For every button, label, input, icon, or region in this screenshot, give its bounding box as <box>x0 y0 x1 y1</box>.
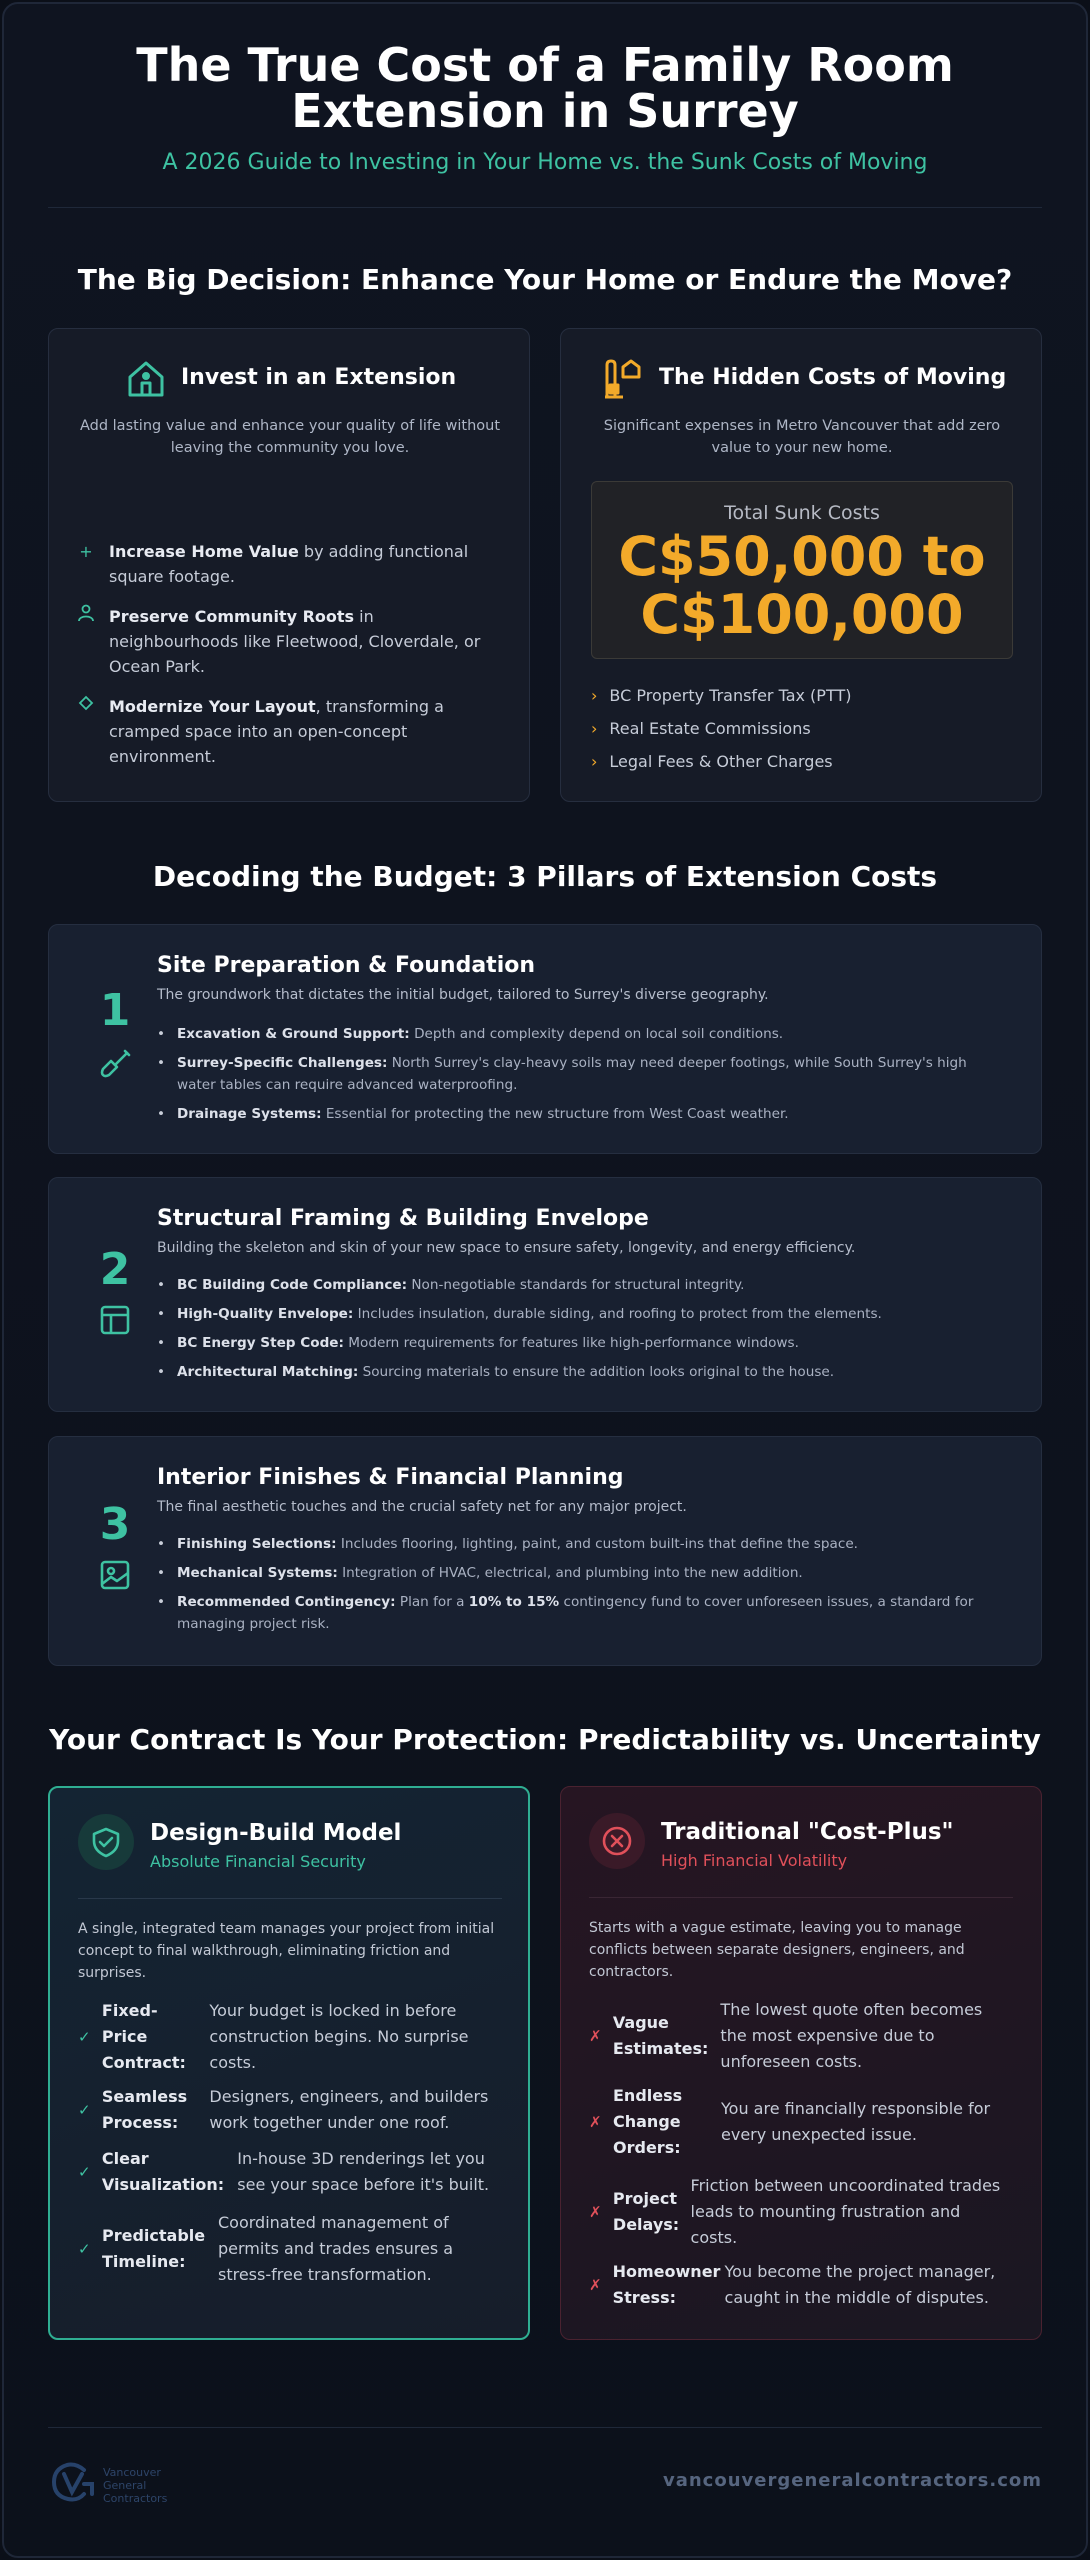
list-item: • BC Building Code Compliance: Non-negotiable standards for structural integrity. <box>157 1274 1005 1296</box>
feature-item: Preserve Community Roots in neighbourhoods like Fleetwood, Cloverdale, or Ocean Park. <box>77 604 507 679</box>
decision-heading: The Big Decision: Enhance Your Home or Endure the Move? <box>77 263 1013 296</box>
check-icon: ✓ <box>78 2028 91 2046</box>
benefit-label: Predictable Timeline: <box>102 2226 206 2271</box>
benefit-row <box>78 2210 498 2288</box>
contract-heading: Your Contract Is Your Protection: Predictability vs. Uncertainty <box>49 1723 1041 1756</box>
moving-cost-list <box>591 679 1013 778</box>
risk-label: Endless Change Orders: <box>613 2086 683 2157</box>
x-circle-icon <box>589 1813 645 1869</box>
cost-plus-description: Starts with a vague estimate, leaving you to manage conflicts between separate designers, engineers, and contractors. <box>589 1920 965 1980</box>
chevron-right-icon: › <box>591 686 598 705</box>
risk-row <box>589 2083 1009 2161</box>
cross-icon: ✗ <box>589 2113 602 2131</box>
shield-check-icon <box>78 1814 134 1870</box>
design-build-description: A single, integrated team manages your project from initial concept to final walkthrough, eliminating friction and surprises. <box>78 1921 495 1981</box>
benefit-text: Coordinated management of permits and trades ensures a stress-free transformation. <box>218 2213 454 2284</box>
risk-label: Vague Estimates: <box>612 2013 709 2058</box>
risk-text: You are financially responsible for every unexpected issue. <box>721 2099 991 2144</box>
pillar-number: 2 <box>99 1244 131 1295</box>
pillar-number: 1 <box>99 985 131 1036</box>
house-icon <box>126 359 166 399</box>
page-subtitle: A 2026 Guide to Investing in Your Home vs. the Sunk Costs of Moving <box>162 150 928 175</box>
cost-plus-title: Traditional "Cost-Plus" <box>661 1819 954 1845</box>
benefit-label: Clear Visualization: <box>101 2149 225 2194</box>
benefit-row <box>78 2146 498 2198</box>
layout-icon <box>99 1304 131 1336</box>
risk-row <box>589 1997 1009 2075</box>
logo-wordmark: Vancouver General Contractors <box>103 2466 168 2505</box>
footer-domain-link[interactable]: vancouvergeneralcontractors.com <box>662 2470 1042 2491</box>
risk-label: Homeowner Stress: <box>612 2262 721 2307</box>
benefit-row <box>78 1998 498 2076</box>
pillar-bullets <box>157 1023 1005 1132</box>
benefit-label: Fixed-Price Contract: <box>101 2001 186 2072</box>
divider <box>48 207 1042 208</box>
divider <box>589 1897 1013 1898</box>
check-icon: ✓ <box>78 2101 91 2119</box>
feature-item: + Increase Home Value by adding functional square footage. <box>77 539 507 589</box>
pillar-card <box>48 1436 1042 1666</box>
benefit-label: Seamless Process: <box>101 2087 188 2132</box>
benefit-text: Your budget is locked in before construction begins. No surprise costs. <box>209 2001 469 2072</box>
pillar-bullets <box>157 1533 1005 1642</box>
design-build-title: Design-Build Model <box>150 1820 402 1846</box>
feature-item: Modernize Your Layout, transforming a cramped space into an open-concept environment. <box>77 694 507 769</box>
extension-title: Invest in an Extension <box>181 365 457 390</box>
list-item: › Legal Fees & Other Charges <box>591 752 833 771</box>
divider <box>78 1898 502 1899</box>
divider <box>48 2427 1042 2428</box>
company-logo <box>50 2460 100 2504</box>
list-item: • Drainage Systems: Essential for protecting the new structure from West Coast weather. <box>157 1103 1005 1125</box>
list-item: › BC Property Transfer Tax (PTT) <box>591 686 852 705</box>
list-item: • Surrey-Specific Challenges: North Surrey's clay-heavy soils may need deeper footings, while South Surrey's high water tables can require advanced waterproofing. <box>157 1052 1005 1096</box>
check-icon: ✓ <box>78 2240 91 2258</box>
sunk-costs-value-line2: C$100,000 <box>640 583 964 646</box>
list-item: • Mechanical Systems: Integration of HVAC, electrical, and plumbing into the new addition. <box>157 1562 1005 1584</box>
list-item: • Excavation & Ground Support: Depth and complexity depend on local soil conditions. <box>157 1023 1005 1045</box>
extension-description: Add lasting value and enhance your quality of life without leaving the community you love. <box>79 418 501 456</box>
list-item: › Real Estate Commissions <box>591 719 811 738</box>
list-item: • Finishing Selections: Includes flooring, lighting, paint, and custom built-ins that define the space. <box>157 1533 1005 1555</box>
pillar-title: Interior Finishes & Financial Planning <box>157 1465 624 1490</box>
list-item: • High-Quality Envelope: Includes insulation, durable siding, and roofing to protect from the elements. <box>157 1303 1005 1325</box>
person-icon <box>77 604 95 679</box>
design-build-card <box>48 1786 530 2340</box>
shovel-icon <box>99 1047 131 1079</box>
diamond-icon <box>77 694 95 769</box>
cost-plus-card <box>560 1786 1042 2340</box>
list-item: • Architectural Matching: Sourcing materials to ensure the addition looks original to the house. <box>157 1361 1005 1383</box>
pillar-description: The final aesthetic touches and the crucial safety net for any major project. <box>157 1499 687 1515</box>
risk-label: Project Delays: <box>612 2189 680 2234</box>
cross-icon: ✗ <box>589 2027 602 2045</box>
risk-row <box>589 2173 1009 2251</box>
check-icon: ✓ <box>78 2163 91 2181</box>
sunk-costs-label: Total Sunk Costs <box>724 502 880 524</box>
moving-description: Significant expenses in Metro Vancouver that add zero value to your new home. <box>603 418 1001 456</box>
plus-icon: + <box>79 542 93 561</box>
cross-icon: ✗ <box>589 2203 602 2221</box>
benefit-text: Designers, engineers, and builders work together under one roof. <box>209 2087 489 2132</box>
list-item: • BC Energy Step Code: Modern requirements for features like high-performance windows. <box>157 1332 1005 1354</box>
page-title: The True Cost of a Family Room Extension in Surrey <box>136 38 954 138</box>
pillar-title: Site Preparation & Foundation <box>157 953 536 978</box>
sunk-costs-value-line1: C$50,000 to <box>618 525 986 588</box>
risk-text: The lowest quote often becomes the most expensive due to unforeseen costs. <box>720 2000 983 2071</box>
risk-row <box>589 2259 1009 2311</box>
pillar-description: The groundwork that dictates the initial budget, tailored to Surrey's diverse geography. <box>157 987 769 1003</box>
moving-title: The Hidden Costs of Moving <box>659 365 1007 390</box>
extension-card <box>48 328 530 802</box>
pillar-card <box>48 924 1042 1154</box>
pillar-title: Structural Framing & Building Envelope <box>157 1206 649 1231</box>
image-icon <box>99 1559 131 1591</box>
for-sale-sign-icon <box>601 357 641 401</box>
pillar-number: 3 <box>99 1499 131 1550</box>
sunk-costs-box <box>591 481 1013 659</box>
moving-costs-card <box>560 328 1042 802</box>
pillar-description: Building the skeleton and skin of your new space to ensure safety, longevity, and energy efficiency. <box>157 1240 856 1256</box>
cross-icon: ✗ <box>589 2276 602 2294</box>
pillar-card <box>48 1177 1042 1412</box>
list-item: • Recommended Contingency: Plan for a 10% to 15% contingency fund to cover unforeseen issues, a standard for managing project risk. <box>157 1591 1005 1635</box>
benefit-text: In-house 3D renderings let you see your space before it's built. <box>237 2149 490 2194</box>
chevron-right-icon: › <box>591 719 598 738</box>
risk-text: Friction between uncoordinated trades leads to mounting frustration and costs. <box>690 2176 1001 2247</box>
pillar-bullets <box>157 1274 1005 1390</box>
risk-text: You become the project manager, caught in the middle of disputes. <box>724 2262 996 2307</box>
cost-plus-subtitle: High Financial Volatility <box>661 1851 848 1870</box>
chevron-right-icon: › <box>591 752 598 771</box>
benefit-row <box>78 2084 498 2136</box>
design-build-subtitle: Absolute Financial Security <box>150 1852 366 1871</box>
budget-heading: Decoding the Budget: 3 Pillars of Extension Costs <box>152 860 938 893</box>
